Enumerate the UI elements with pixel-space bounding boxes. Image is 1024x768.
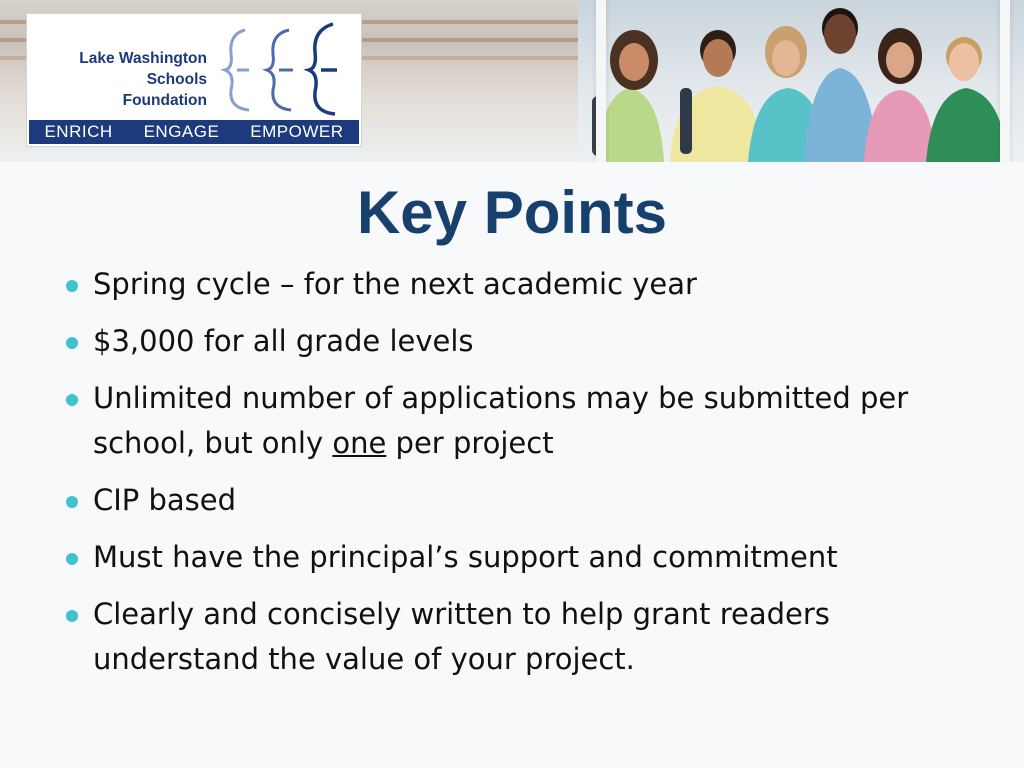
bullet-dot-icon bbox=[66, 394, 78, 406]
logo-name bbox=[27, 48, 207, 111]
bullet-dot-icon bbox=[66, 496, 78, 508]
logo-name-line1: Lake Washington bbox=[79, 50, 207, 67]
bullet-item bbox=[62, 478, 972, 523]
tagline-empower: EMPOWER bbox=[250, 122, 344, 141]
bullet-text: $3,000 for all grade levels bbox=[93, 324, 474, 358]
hallway-pillar bbox=[1000, 0, 1010, 162]
bullet-item bbox=[62, 262, 972, 307]
logo-tagline-bar bbox=[29, 120, 359, 144]
bullet-text: Clearly and concisely written to help grant readers understand the value of your project. bbox=[93, 597, 830, 676]
slide-title: Key Points bbox=[356, 179, 668, 246]
bullet-text: Spring cycle – for the next academic year bbox=[93, 267, 697, 301]
key-points-list bbox=[62, 262, 972, 694]
children-group-graphic bbox=[578, 0, 1024, 162]
bullet-dot-icon bbox=[66, 610, 78, 622]
bullet-item bbox=[62, 376, 972, 466]
bullet-text-underlined: one bbox=[332, 426, 387, 460]
header-banner bbox=[0, 0, 1024, 162]
bullet-text-pre: Unlimited number of applications may be submitted per school, but only bbox=[93, 381, 909, 460]
bullet-dot-icon bbox=[66, 553, 78, 565]
tagline-enrich: ENRICH bbox=[44, 122, 113, 141]
children-photo bbox=[578, 0, 1024, 162]
bullet-dot-icon bbox=[66, 337, 78, 349]
tagline-engage: ENGAGE bbox=[143, 122, 220, 141]
hallway-pillar bbox=[596, 0, 606, 162]
bullet-item bbox=[62, 592, 972, 682]
foundation-logo bbox=[26, 13, 362, 147]
logo-name-line2: Schools bbox=[146, 71, 207, 88]
foundation-logo-mark-icon bbox=[215, 20, 355, 116]
bullet-text-post: per project bbox=[386, 426, 554, 460]
bullet-item bbox=[62, 535, 972, 580]
bullet-item bbox=[62, 319, 972, 364]
bullet-text: Must have the principal’s support and commitment bbox=[93, 540, 838, 574]
bullet-dot-icon bbox=[66, 280, 78, 292]
bullet-text: CIP based bbox=[93, 483, 237, 517]
logo-name-line3: Foundation bbox=[122, 92, 207, 109]
